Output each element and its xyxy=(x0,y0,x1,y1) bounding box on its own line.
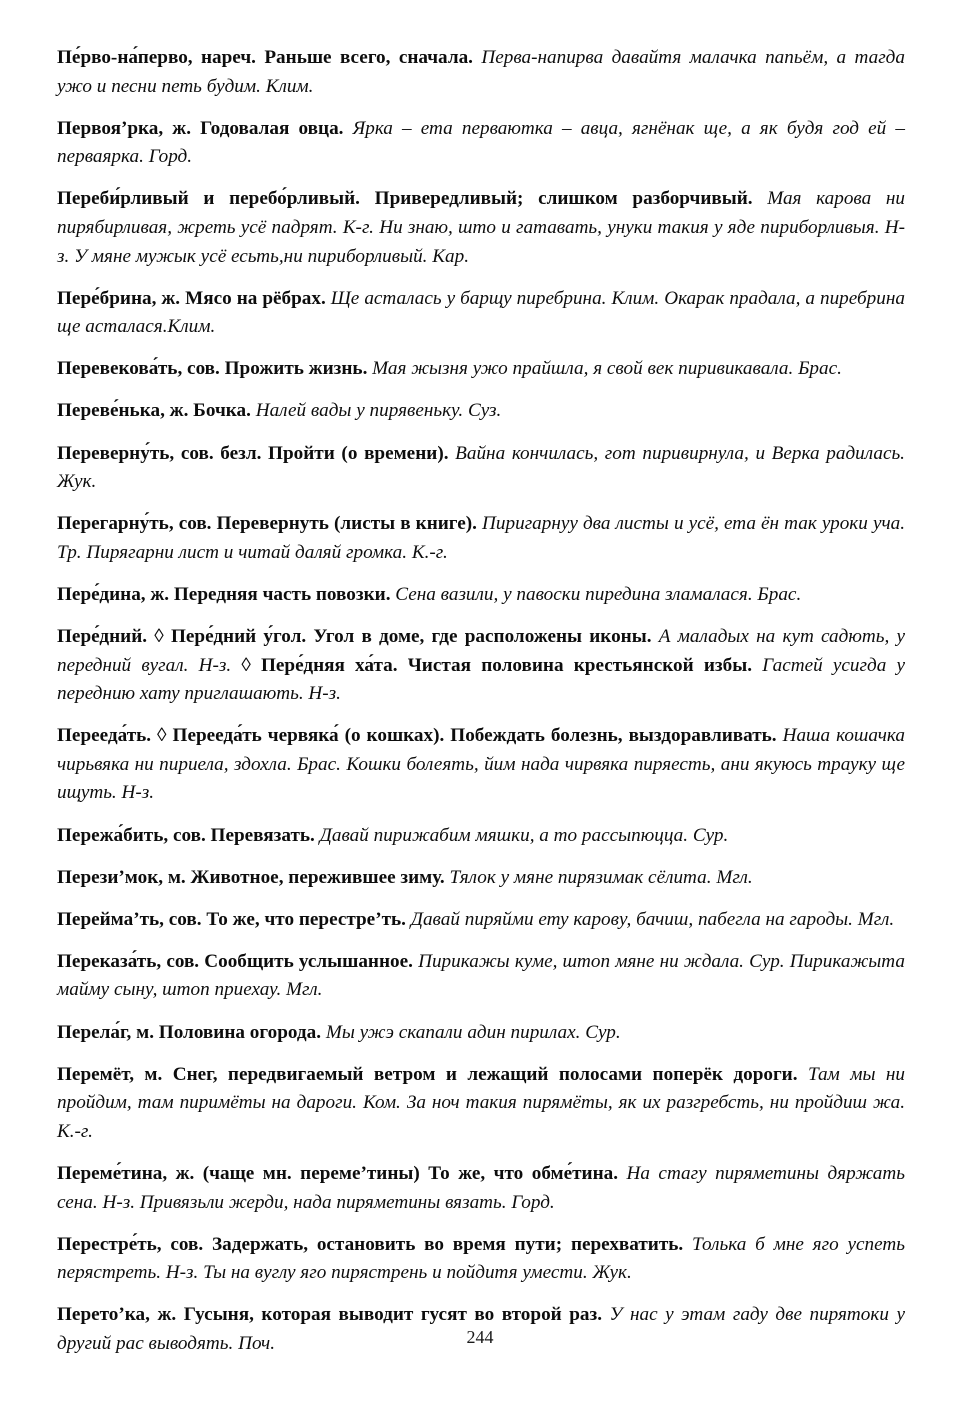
entry-example: Ще асталась у барщу пиребрина. Клим. Окарак прадала, а пиребрина ще асталася.Клим. xyxy=(57,287,905,338)
diamond-marker-icon: ◊ xyxy=(157,725,173,747)
entry-headword: Первоя’рка, ж. Годовалая овца. xyxy=(57,117,344,139)
entry-headword: Пере́дняя ха́та. Чистая половина крестьянской избы. xyxy=(260,654,753,676)
entry-example: Перва-напирва давайтя малачка папьём, а тагда ужо и песни петь будим. Клим. xyxy=(57,47,905,97)
entry-example: Пиригарнуу два листы и усё, ета ён так уроки уча. Тр. Пирягарни лист и читай даляй громка. К.-г. xyxy=(57,513,906,563)
entry-headword: Переверну́ть, сов. безл. Пройти (о времени). xyxy=(57,442,449,464)
entry-headword: Пере́дний у́гол. Угол в доме, где расположены иконы. xyxy=(170,626,652,647)
dictionary-entry xyxy=(57,355,905,384)
entry-example: Гастей усигда у переднию хату приглашають. Н-з. xyxy=(57,654,905,705)
entry-headword: Перестре́ть, сов. Задержать, остановить во время пути; перехватить. xyxy=(57,1233,684,1255)
entry-column xyxy=(57,44,905,1358)
entry-headword: Пере́дний. xyxy=(57,626,155,647)
dictionary-entry xyxy=(57,115,905,172)
entry-example: Мы ужэ скапали адин пирилах. Сур. xyxy=(321,1021,621,1043)
dictionary-entry xyxy=(57,906,905,935)
entry-example: Пирикажы куме, штоп мяне ни ждала. Сур. Пирикажыта майму сыну, штоп приехау. Мгл. xyxy=(57,950,905,1001)
dictionary-entry xyxy=(57,510,905,567)
entry-headword: Перейма’ть, сов. То же, что перестре’ть. xyxy=(57,908,406,930)
entry-headword: Перееда́ть червяка́ (о кошках). Побеждать болезнь, выздоравливать. xyxy=(172,725,777,747)
dictionary-entry xyxy=(57,44,905,101)
entry-headword: Пе́рво-на́перво, нареч. Раньше всего, сначала. xyxy=(57,47,473,68)
diamond-marker-icon: ◊ xyxy=(154,626,171,647)
entry-headword: Переме́тина, ж. (чаще мн. переме’тины) То же, что обме́тина. xyxy=(57,1162,619,1184)
entry-example: Давай пиряйми ету карову, бачиш, пабегла на гароды. Мгл. xyxy=(405,908,895,930)
entry-example: Тялок у мяне пирязимак сёлита. Мгл. xyxy=(444,866,753,888)
entry-headword: Переве́нька, ж. Бочка. xyxy=(57,400,251,422)
dictionary-entry xyxy=(57,185,905,271)
diamond-marker-icon: ◊ xyxy=(241,654,261,676)
page-number: 244 xyxy=(466,1327,494,1347)
dictionary-entry xyxy=(57,822,905,851)
entry-example: Мая карова ни пирябирливая, жреть усё падрят. К-г. Ни знаю, што и гатавать, унуки такия у яде пириборливыя. Н-з. У мяне мужык усё есьть,ни пириборливый. Кар. xyxy=(57,188,905,267)
entry-headword: Перевекова́ть, сов. Прожить жизнь. xyxy=(57,358,368,380)
entry-headword: Перемёт, м. Снег, передвигаемый ветром и лежащий полосами поперёк дороги. xyxy=(57,1063,798,1085)
dictionary-entry xyxy=(57,623,905,709)
entry-headword: Перегарну́ть, сов. Перевернуть (листы в книге). xyxy=(57,513,477,535)
dictionary-entry xyxy=(57,1160,905,1217)
entry-example: Сена вазили, у павоски пиредина зламалася. Брас. xyxy=(390,583,802,605)
entry-headword: Пере́дина, ж. Передняя часть повозки. xyxy=(57,583,391,605)
entry-example: Наша кошачка чирьвяка ни пириела, здохла. Брас. Кошки болеять, йим нада чирвяка пиряесть, ани якуюсь трауку ще ищуть. Н-з. xyxy=(57,725,906,804)
entry-example: Ярка – ета перваютка – авца, ягнёнак ще, а як будя год ей – перваярка. Горд. xyxy=(57,117,905,168)
dictionary-entry xyxy=(57,397,905,426)
entry-headword: Пережа́бить, сов. Перевязать. xyxy=(57,824,315,846)
entry-headword: Переказа́ть, сов. Сообщить услышанное. xyxy=(57,950,413,972)
entry-example: Налей вады у пирявеньку. Суз. xyxy=(250,400,502,422)
entry-example: Там мы ни пройдим, там пиримёты на дароги. Ком. За ноч такия пирямёты, як их разгребсть, ни пройдиш жа. К.-г. xyxy=(57,1063,906,1142)
entry-example: Толька б мне яго успеть перястреть. Н-з. Ты на вуглу яго пирястрень и пойдитя умести. Жук. xyxy=(57,1233,905,1284)
entry-example: На стагу пиряметины дяржать сена. Н-з. Привязьли жерди, нада пиряметины вязать. Горд. xyxy=(57,1162,905,1213)
dictionary-entry xyxy=(57,1061,905,1147)
entry-headword: Перееда́ть. xyxy=(57,725,158,747)
dictionary-entry xyxy=(57,1019,905,1048)
entry-example: А маладых на кут садють, у передний вугал. Н-з. xyxy=(57,626,906,676)
dictionary-entry xyxy=(57,948,905,1005)
entry-headword: Перела́г, м. Половина огорода. xyxy=(57,1021,322,1043)
entry-headword: Перето’ка, ж. Гусыня, которая выводит гусят во второй раз. xyxy=(57,1304,603,1326)
dictionary-entry xyxy=(57,581,905,610)
entry-example: Мая жызня ужо прайшла, я свой век пиривикавала. Брас. xyxy=(367,358,842,380)
entry-headword: Пере́брина, ж. Мясо на рёбрах. xyxy=(57,287,326,309)
entry-headword: Перези’мок, м. Животное, пережившее зиму. xyxy=(57,866,445,888)
entry-example: У нас у этам гаду две пирятоки у другий рас выводять. Поч. xyxy=(57,1304,905,1354)
dictionary-entry xyxy=(57,864,905,893)
dictionary-entry xyxy=(57,722,905,808)
dictionary-entry xyxy=(57,285,905,342)
entry-example: Давай пирижабим мяшки, а то рассыпюцца. Сур. xyxy=(314,824,729,846)
dictionary-entry xyxy=(57,440,905,497)
dictionary-entry xyxy=(57,1231,905,1288)
entry-example: Вайна кончилась, гот пиривирнула, и Верка радилась. Жук. xyxy=(57,442,905,493)
entry-headword: Переби́рливый и перебо́рливый. Привередливый; слишком разборчивый. xyxy=(57,188,753,210)
